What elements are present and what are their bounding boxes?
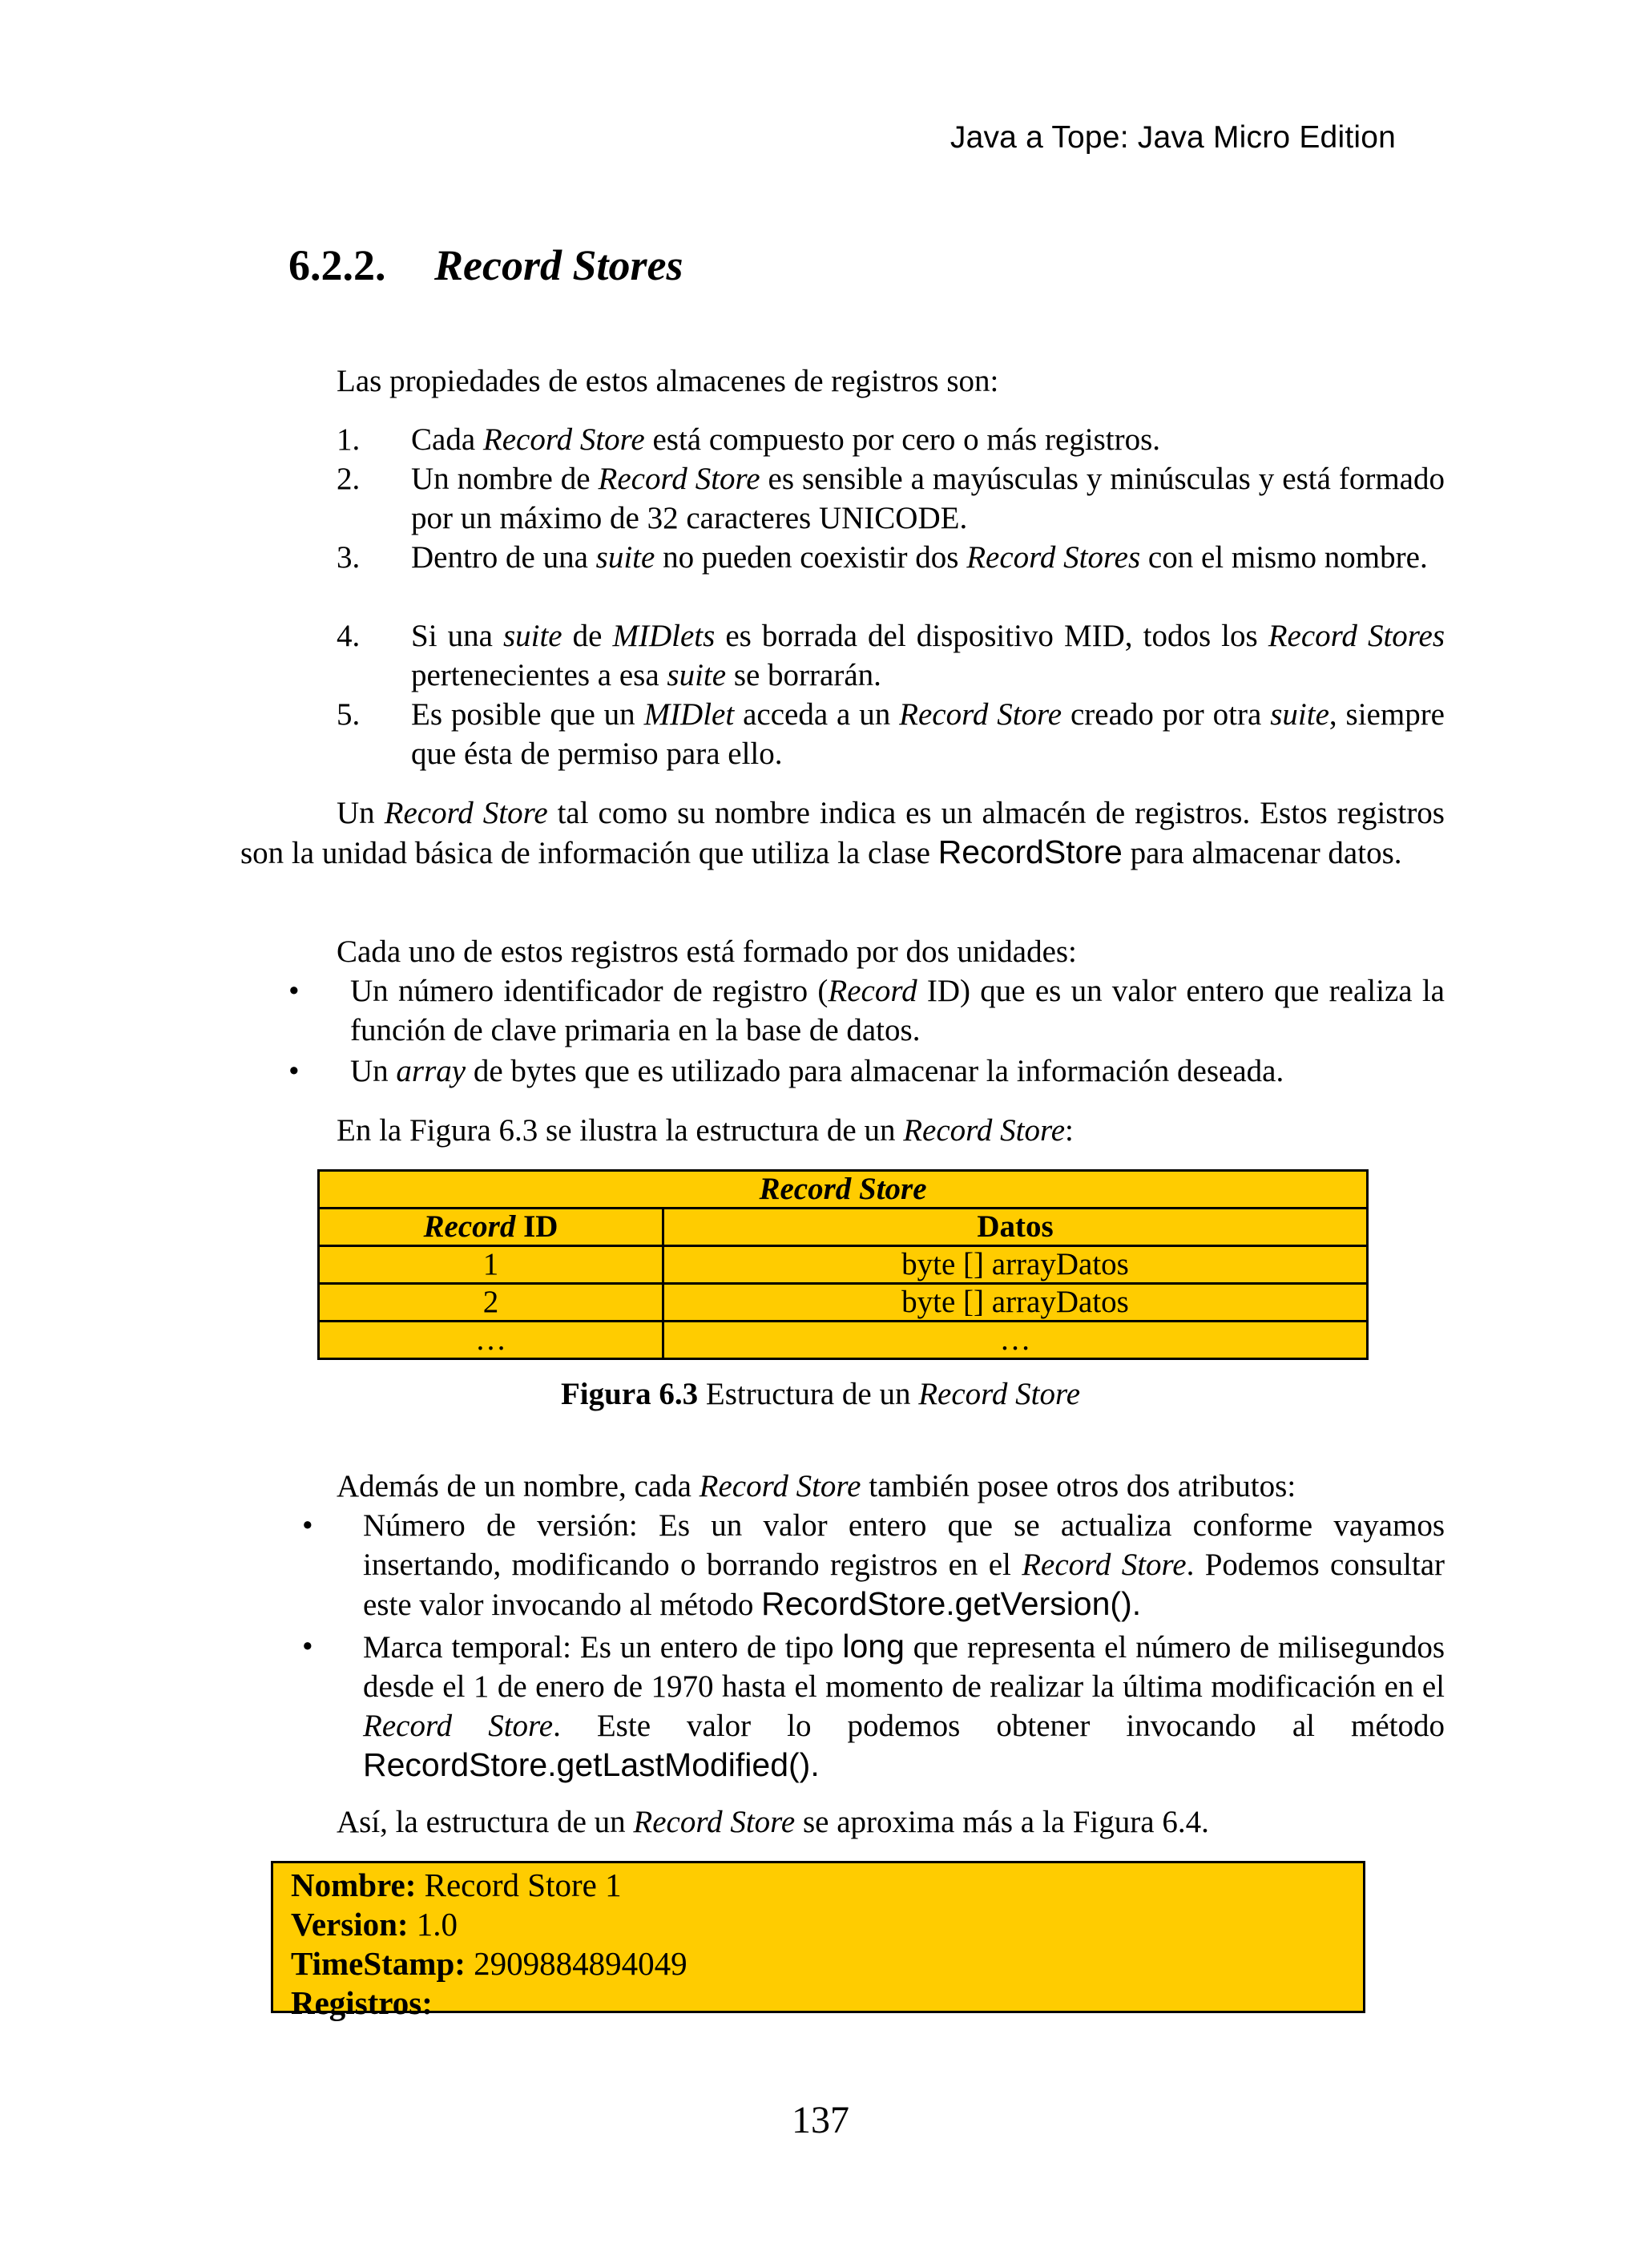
paragraph: Cada uno de estos registros está formado por dos unidades: (337, 934, 1077, 969)
paragraph: En la Figura 6.3 se ilustra la estructura de un Record Store: (337, 1113, 1074, 1148)
bullet-item: Marca temporal: Es un entero de tipo long que representa el número de milisegundos desde el 1 de enero de 1970 hasta el momento de realizar la última modificación en el Record Store. Este valor lo podemos obtener invocando al método RecordStore.getLastModified(). (363, 1628, 1445, 1783)
list-item: Es posible que un MIDlet acceda a un Record Store creado por otra suite, siempre que ésta de permiso para ello. (411, 697, 1445, 771)
intro-paragraph: Las propiedades de estos almacenes de registros son: (337, 364, 999, 398)
table-row (319, 1322, 1368, 1359)
bullet-icon: • (288, 974, 300, 1008)
list-item: Dentro de una suite no pueden coexistir dos Record Stores con el mismo nombre. (411, 540, 1428, 575)
paragraph: Así, la estructura de un Record Store se aproxima más a la Figura 6.4. (337, 1805, 1209, 1839)
bullet-item: Un array de bytes que es utilizado para almacenar la información deseada. (350, 1054, 1284, 1088)
record-store-attributes-box (271, 1861, 1365, 2021)
attribute-row: TimeStamp: 2909884894049 (291, 1945, 687, 1982)
record-store-table (317, 1169, 1369, 1360)
list-item: Un nombre de Record Store es sensible a mayúsculas y minúsculas y está formado por un máximo de 32 caracteres UNICODE. (411, 462, 1445, 535)
table-cell: byte [] arrayDatos (663, 1284, 1368, 1322)
table-row (319, 1284, 1368, 1322)
bullet-icon: • (302, 1629, 313, 1664)
list-number: 5. (337, 697, 361, 732)
attribute-row: Nombre: Record Store 1 (291, 1866, 622, 1903)
section-title: Record Stores (434, 241, 683, 289)
table-header-record-id: Record ID (319, 1209, 663, 1246)
paragraph: Además de un nombre, cada Record Store también posee otros dos atributos: (337, 1469, 1296, 1503)
attribute-row: Registros: (291, 1984, 433, 2021)
list-number: 4. (337, 619, 361, 653)
attribute-row: Version: 1.0 (291, 1906, 458, 1943)
table-cell: … (663, 1322, 1368, 1359)
table-header-datos: Datos (663, 1209, 1368, 1246)
list-number: 1. (337, 422, 361, 457)
table-cell: 2 (319, 1284, 663, 1322)
bullet-icon: • (302, 1508, 313, 1543)
section-number: 6.2.2. (288, 241, 386, 289)
list-item: Cada Record Store está compuesto por cero o más registros. (411, 422, 1161, 457)
bullet-item: Un número identificador de registro (Record ID) que es un valor entero que realiza la función de clave primaria en la base de datos. (350, 974, 1445, 1047)
bullet-icon: • (288, 1054, 300, 1088)
table-title: Record Store (319, 1171, 1368, 1209)
table-cell: … (319, 1322, 663, 1359)
list-item: Si una suite de MIDlets es borrada del dispositivo MID, todos los Record Stores pertenecientes a esa suite se borrarán. (411, 619, 1445, 692)
bullet-item: Número de versión: Es un valor entero que se actualiza conforme vayamos insertando, modificando o borrando registros en el Record Store. Podemos consultar este valor invocando al método RecordStore.getVersion(). (363, 1508, 1445, 1622)
paragraph: Un Record Store tal como su nombre indica es un almacén de registros. Estos registros son la unidad básica de información que utiliza la clase RecordStore para almacenar datos. (240, 796, 1445, 870)
table-cell: byte [] arrayDatos (663, 1246, 1368, 1284)
table-cell: 1 (319, 1246, 663, 1284)
page-number: 137 (792, 2099, 849, 2141)
table-row (319, 1246, 1368, 1284)
running-header: Java a Tope: Java Micro Edition (950, 120, 1396, 155)
list-number: 2. (337, 462, 361, 496)
list-number: 3. (337, 540, 361, 575)
figure-caption: Figura 6.3 Estructura de un Record Store (560, 1377, 1081, 1411)
